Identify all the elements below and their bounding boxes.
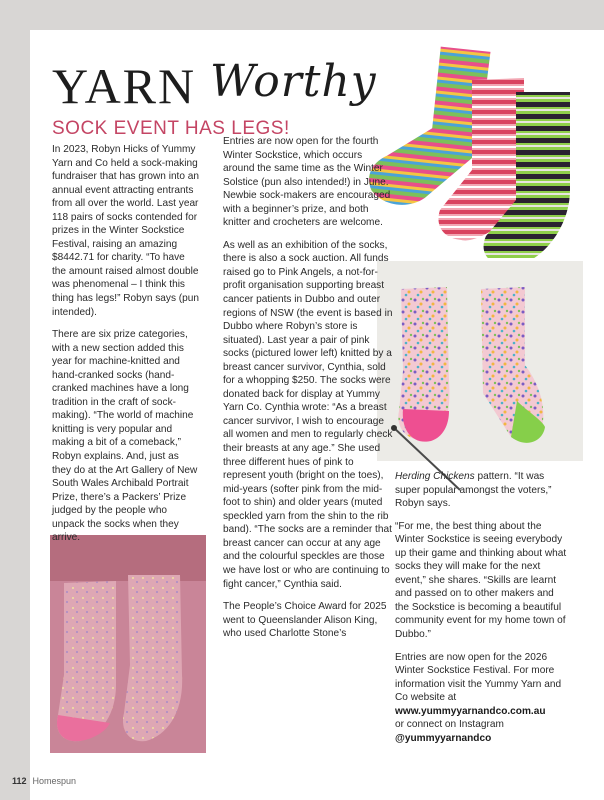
col3-p1-rest: pattern. “It was super popular amongst the voters,” Robyn says. xyxy=(395,471,552,510)
col3-p3-text: Entries are now open for the 2026 Winter Sockstice Festival. For more information visit the Yummy Yarn and Co website at xyxy=(395,651,562,704)
magazine-page xyxy=(30,30,604,800)
col2-paragraph-2: As well as an exhibition of the socks, there is also a sock auction. All funds raised go to Pink Angels, a not-for-profit organisation supporting breast cancer patients in Dubbo and outer regions of NSW (the event is based in Dubbo where Robyn’s store is situated). Last year a pair of pink socks (pictured lower left) knitted by a breast cancer survivor, Cynthia, sold for a whopping $250. The socks were donated back for display at Yummy Yarn Co. Cynthia wrote: “As a breast cancer survivor, I wish to encourage all women and men to regularly check their breasts at any age.” She used three different hues of pink to represent youth (bright on the toes), mid-years (softer pink from the mid-foot to shin) and older years (muted speckled yarn from the shin to the rib band). “The socks are a reminder that breast cancer can occur at any age and the colourful speckles are those we have lost or who are continuing to fight cancer,” Cynthia said. xyxy=(223,239,393,590)
col3-paragraph-2: “For me, the best thing about the Winter Sockstice is seeing everybody up their game and thinking about what socks they will make for the next event,” she shares. “Skills are learnt and passed on to other makers and the Sockstice is becoming a beautiful community event for my home town of Dubbo.” xyxy=(395,520,567,641)
column-two xyxy=(223,135,394,650)
pattern-name: Herding Chickens xyxy=(395,471,475,482)
col3-paragraph-3 xyxy=(395,651,570,746)
column-three xyxy=(395,470,570,754)
article-headline: SOCK EVENT HAS LEGS! xyxy=(52,118,290,139)
col3-paragraph-1 xyxy=(395,470,570,511)
col2-paragraph-3: The People’s Choice Award for 2025 went to Queenslander Alison King, who used Charlotte Stone’s xyxy=(223,601,387,640)
page-number: 112 xyxy=(12,776,27,786)
page-footer xyxy=(12,776,76,786)
col1-paragraph-2: There are six prize categories, with a new section added this year for machine-knitted and hand-cranked socks (hand-cranked machines have a long tradition in the craft of sock-making). “The world of machine knitting is very popular and making a bit of a comeback,” Robyn explains. And, just as they do at the Art Gallery of New South Wales Archibald Portrait Prize, there’s a Packers’ Prize judged by the people who unpack the socks when they arrive. xyxy=(52,329,198,544)
title-yarn: YARN xyxy=(52,58,197,114)
col2-paragraph-1: Entries are now open for the fourth Winter Sockstice, which occurs around the same time as the Winter Solstice (pun also intended!) in June. Newbie sock-makers are encouraged with a beginner’s prize, and both knitter and crocheters are welcome. xyxy=(223,136,391,229)
col3-p3-mid: or connect on Instagram xyxy=(395,719,504,731)
title-worthy: Worthy xyxy=(210,56,377,107)
col1-paragraph-1: In 2023, Robyn Hicks of Yummy Yarn and Co held a sock-making fundraiser that has grown into an annual event attracting entrants from all over the world. Last year 118 pairs of socks contended for prizes in the Winter Sockstice Festival, raising an amazing $8442.71 for charity. “To have the amount raised almost double was phenomenal – I think this thing has legs!” Robyn says (pun intended). xyxy=(52,144,200,318)
instagram-link[interactable]: @yummyyarnandco xyxy=(395,732,492,744)
pink-socks-photo xyxy=(50,535,206,753)
watermark: PassionForum.ru xyxy=(513,784,598,796)
website-link[interactable]: www.yummyyarnandco.com.au xyxy=(395,705,546,717)
magazine-name: Homespun xyxy=(32,776,77,786)
column-one xyxy=(52,143,200,554)
